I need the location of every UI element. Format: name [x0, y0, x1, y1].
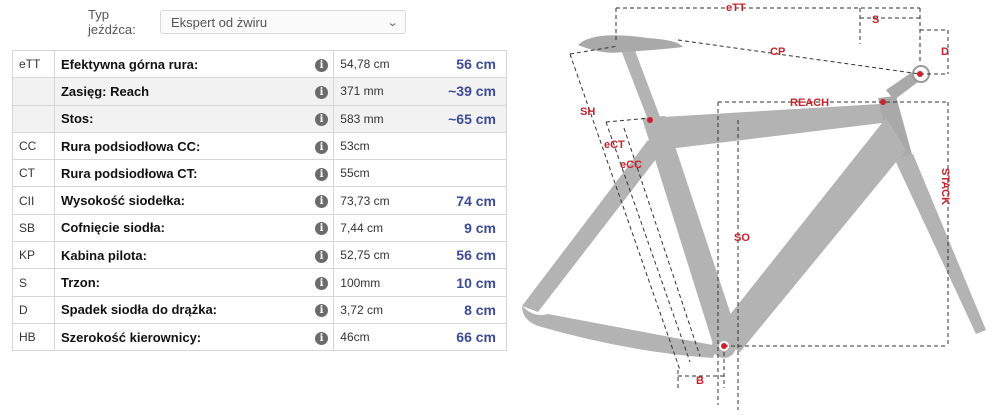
info-icon[interactable]: i	[315, 141, 328, 154]
point-bb	[721, 343, 727, 349]
row-abbreviation: CC	[13, 132, 55, 159]
info-cell	[310, 160, 334, 187]
chevron-down-icon: ⌄	[386, 16, 399, 29]
info-icon[interactable]: i	[315, 304, 328, 317]
info-cell	[310, 51, 334, 78]
point-head-top	[880, 99, 886, 105]
info-cell	[310, 296, 334, 323]
label-cp: CP	[770, 46, 786, 58]
table-row	[13, 105, 507, 132]
label-ett: eTT	[726, 2, 746, 14]
row-measurement: 54,78 cm	[334, 51, 418, 78]
row-abbreviation	[13, 105, 55, 132]
row-size: 74 cm	[418, 187, 507, 214]
label-ect: eCT	[604, 139, 625, 151]
label-so: SO	[734, 232, 750, 244]
dimension-lines	[570, 8, 948, 410]
row-size	[418, 132, 507, 159]
row-abbreviation: D	[13, 296, 55, 323]
row-size: ~39 cm	[418, 78, 507, 105]
table-row	[13, 187, 507, 214]
top-tube	[646, 104, 890, 150]
row-measurement: 7,44 cm	[334, 214, 418, 241]
table-row	[13, 78, 507, 105]
info-cell	[310, 323, 334, 350]
frame-svg	[508, 0, 1000, 415]
row-measurement: 100mm	[334, 269, 418, 296]
row-size: ~65 cm	[418, 105, 507, 132]
table-row	[13, 132, 507, 159]
row-label: Efektywna górna rura:	[54, 51, 309, 78]
info-icon[interactable]: i	[315, 222, 328, 235]
seatpost	[621, 48, 660, 120]
info-cell	[310, 78, 334, 105]
info-icon[interactable]: i	[315, 195, 328, 208]
table-row	[13, 51, 507, 78]
chain-stay	[522, 306, 718, 358]
row-abbreviation: HB	[13, 323, 55, 350]
table-row	[13, 214, 507, 241]
table-row	[13, 323, 507, 350]
info-cell	[310, 242, 334, 269]
frame-shape	[518, 35, 986, 358]
info-icon[interactable]: i	[315, 332, 328, 345]
info-icon[interactable]: i	[315, 277, 328, 290]
info-cell	[310, 105, 334, 132]
rider-type-select[interactable]	[160, 10, 406, 34]
info-icon[interactable]: i	[315, 168, 328, 181]
bike-frame-diagram	[508, 0, 1000, 415]
row-size: 8 cm	[418, 296, 507, 323]
row-abbreviation: CT	[13, 160, 55, 187]
row-label: Stos:	[54, 105, 309, 132]
row-label: Spadek siodła do drążka:	[54, 296, 309, 323]
info-cell	[310, 214, 334, 241]
row-measurement: 46cm	[334, 323, 418, 350]
label-s: S	[872, 14, 880, 26]
row-abbreviation: S	[13, 269, 55, 296]
info-icon[interactable]: i	[315, 86, 328, 99]
row-label: Wysokość siodełka:	[54, 187, 309, 214]
row-label: Rura podsiodłowa CT:	[54, 160, 309, 187]
row-abbreviation	[13, 78, 55, 105]
info-icon[interactable]: i	[315, 59, 328, 72]
label-stack: STACK	[939, 168, 951, 206]
row-size	[418, 160, 507, 187]
row-label: Rura podsiodłowa CC:	[54, 132, 309, 159]
row-label: Cofnięcie siodła:	[54, 214, 309, 241]
rider-type-label: Typ jeźdźca:	[88, 7, 136, 37]
label-d: D	[941, 46, 949, 58]
row-size: 66 cm	[418, 323, 507, 350]
rider-type-value: Ekspert od żwiru	[171, 14, 268, 30]
label-b: B	[696, 375, 704, 387]
row-label: Trzon:	[54, 269, 309, 296]
info-icon[interactable]: i	[315, 113, 328, 126]
row-size: 56 cm	[418, 242, 507, 269]
row-measurement: 52,75 cm	[334, 242, 418, 269]
row-measurement: 3,72 cm	[334, 296, 418, 323]
row-measurement: 73,73 cm	[334, 187, 418, 214]
label-sh: SH	[580, 106, 596, 118]
info-cell	[310, 132, 334, 159]
info-cell	[310, 187, 334, 214]
row-size: 10 cm	[418, 269, 507, 296]
row-measurement: 583 mm	[334, 105, 418, 132]
row-measurement: 53cm	[334, 132, 418, 159]
row-measurement: 55cm	[334, 160, 418, 187]
label-reach: REACH	[790, 97, 830, 109]
table-row	[13, 242, 507, 269]
row-abbreviation: eTT	[13, 51, 55, 78]
row-abbreviation: CII	[13, 187, 55, 214]
point-handlebar	[917, 71, 923, 77]
row-size: 56 cm	[418, 51, 507, 78]
label-ecc: eCC	[620, 159, 643, 171]
rider-type-selector-row	[88, 9, 406, 35]
table-row	[13, 160, 507, 187]
row-label: Szerokość kierownicy:	[54, 323, 309, 350]
table-row	[13, 296, 507, 323]
row-measurement: 371 mm	[334, 78, 418, 105]
geometry-table	[12, 50, 507, 351]
row-abbreviation: KP	[13, 242, 55, 269]
row-label: Zasięg: Reach	[54, 78, 309, 105]
row-label: Kabina pilota:	[54, 242, 309, 269]
row-size: 9 cm	[418, 214, 507, 241]
rear-dropout	[518, 317, 528, 327]
info-icon[interactable]: i	[315, 250, 328, 263]
info-cell	[310, 269, 334, 296]
point-seat-top	[647, 117, 653, 123]
row-abbreviation: SB	[13, 214, 55, 241]
table-row	[13, 269, 507, 296]
